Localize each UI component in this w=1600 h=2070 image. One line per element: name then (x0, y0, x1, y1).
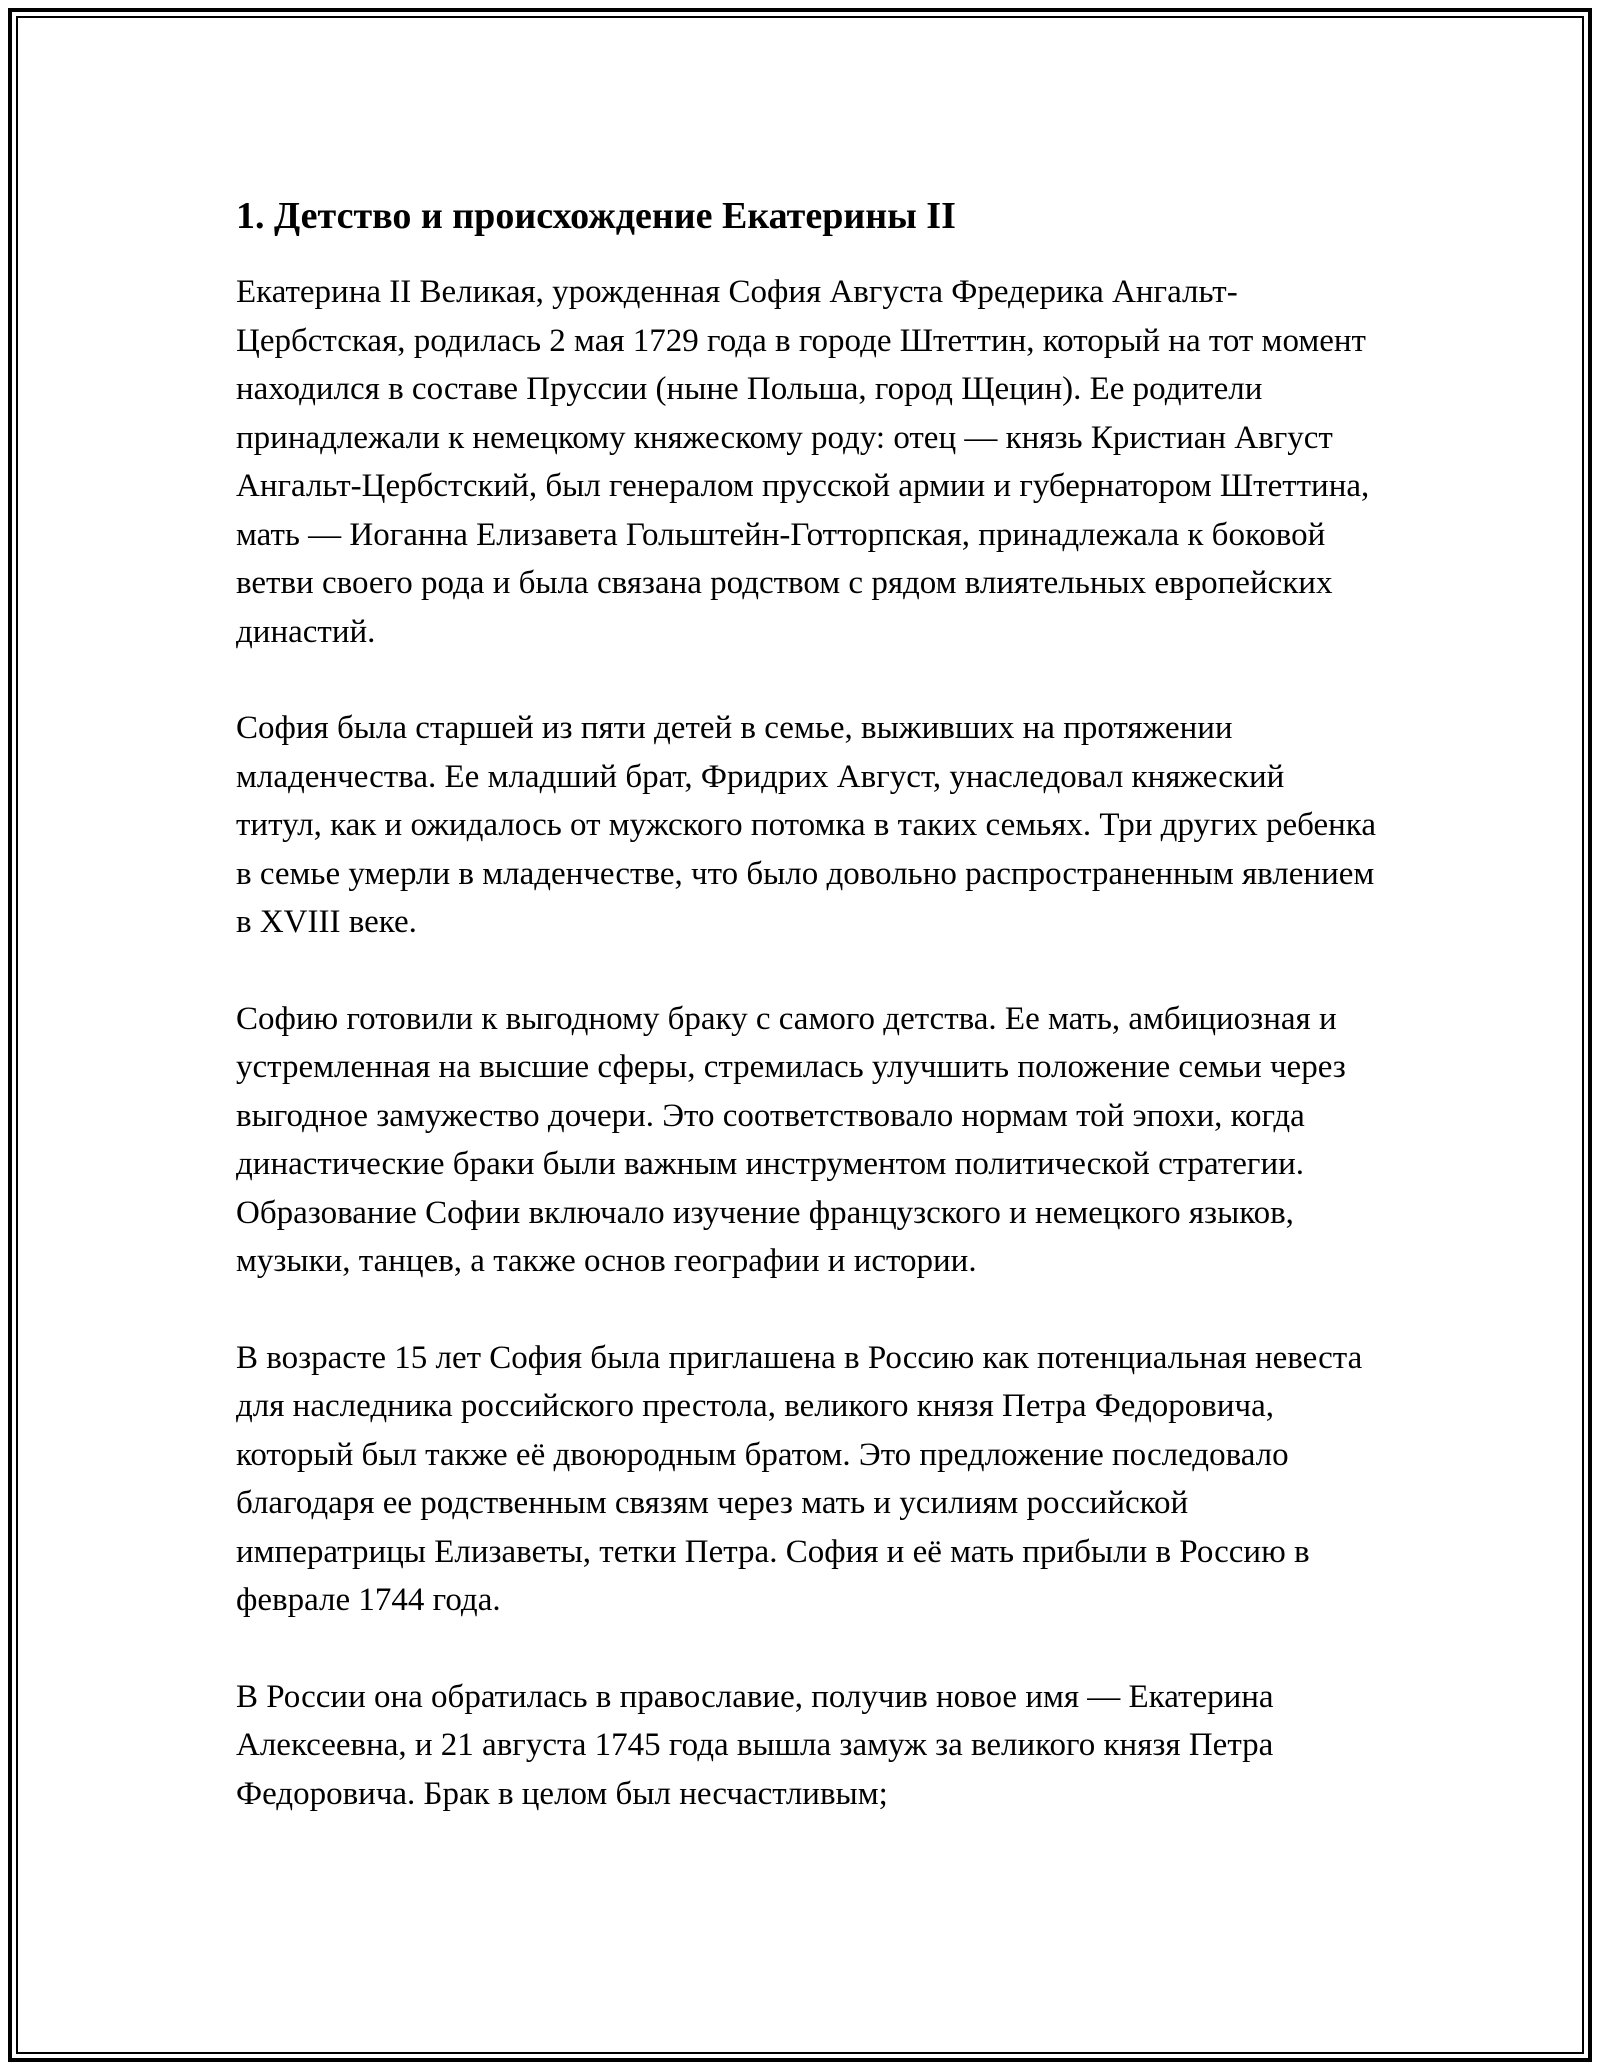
document-body (236, 186, 1376, 1818)
paragraph-siblings: София была старшей из пяти детей в семье, выживших на протяжении младенчества. Ее младший брат, Фридрих Август, унаследовал княжеский титул, как и ожидалось от мужского потомка в таких семьях. Три других ребенка в семье умерли в младенчестве, что было довольно распространенным явлением в XVIII веке. (236, 710, 1376, 940)
paragraph-invitation: В возрасте 15 лет София была приглашена в Россию как потенциальная невеста для наследника российского престола, великого князя Петра Федоровича, который был также её двоюродным братом. Это предложение последовало благодаря ее родственным связям через мать и усилиям российской императрицы Елизаветы, тетки Петра. София и её мать прибыли в Россию в феврале 1744 года. (236, 1339, 1363, 1618)
section-heading: 1. Детство и происхождение Екатерины II (236, 195, 956, 237)
paragraph-upbringing: Софию готовили к выгодному браку с самого детства. Ее мать, амбициозная и устремленная на высшие сферы, стремилась улучшить положение семьи через выгодное замужество дочери. Это соответствовало нормам той эпохи, когда династические браки были важным инструментом политической стратегии. Образование Софии включало изучение французского и немецкого языков, музыки, танцев, а также основ географии и истории. (236, 1000, 1346, 1279)
paragraph-marriage: В России она обратилась в православие, получив новое имя — Екатерина Алексеевна, и 21 августа 1745 года вышла замуж за великого князя Петра Федоровича. Брак в целом был несчастливым; (236, 1678, 1274, 1812)
paragraph-origin: Екатерина II Великая, урожденная София Августа Фредерика Ангальт-Цербстская, родилась 2 мая 1729 года в городе Штеттин, который на тот момент находился в составе Пруссии (ныне Польша, город Щецин). Ее родители принадлежали к немецкому княжескому роду: отец — князь Кристиан Август Ангальт-Цербстский, был генералом прусской армии и губернатором Штеттина, мать — Иоганна Елизавета Гольштейн-Готторпская, принадлежала к боковой ветви своего рода и была связана родством с рядом влиятельных европейских династий. (236, 274, 1370, 650)
